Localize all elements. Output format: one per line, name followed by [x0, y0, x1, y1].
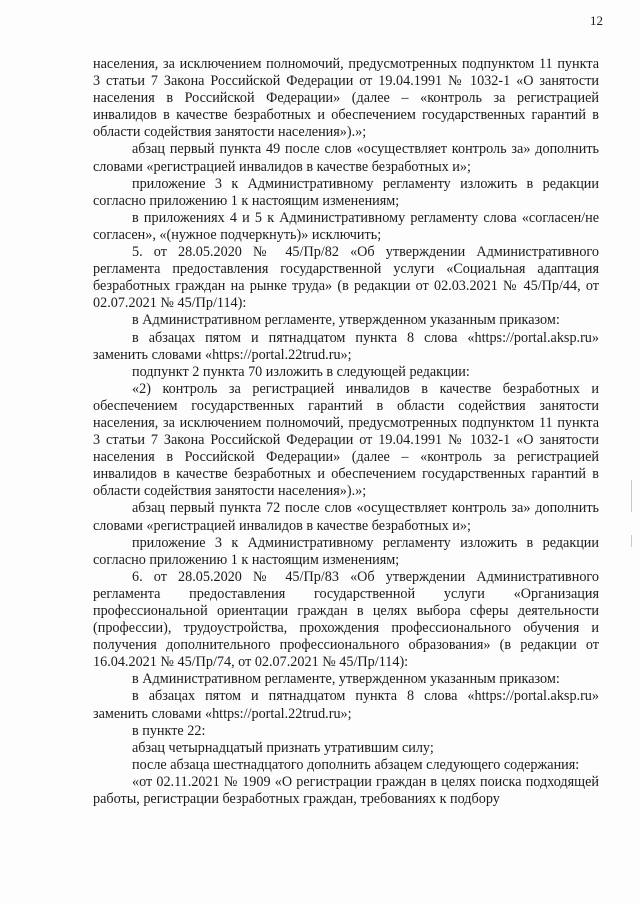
paragraph: приложение 3 к Административному регламенту изложить в редакции согласно приложению 1 к настоящим изменениям; — [93, 534, 599, 568]
page-number: 12 — [590, 13, 603, 28]
document-body — [93, 56, 599, 808]
paragraph: в абзацах пятом и пятнадцатом пункта 8 слова «https://portal.aksp.ru» заменить словами «https://portal.22trud.ru»; — [93, 688, 599, 722]
paragraph: «2) контроль за регистрацией инвалидов в качестве безработных и обеспечением государственных гарантий в области содействия занятости населения, за исключением полномочий, предусмотренных подпунктом 11 пункта 3 статьи 7 Закона Российской Федерации от 19.04.1991 № 1032-1 «О занятости населения в Российской Федерации» (далее – «контроль за регистрацией инвалидов в качестве безработных и обеспечением государственных гарантий в области содействия занятости населения»).»; — [93, 380, 599, 500]
paragraph: после абзаца шестнадцатого дополнить абзацем следующего содержания: — [132, 756, 580, 773]
paragraph: населения, за исключением полномочий, предусмотренных подпунктом 11 пункта 3 статьи 7 Закона Российской Федерации от 19.04.1991 № 1032-1 «О занятости населения в Российской Федерации» (далее – «контроль за регистрацией инвалидов в качестве безработных и обеспечением государственных гарантий в области содействия занятости населения»).»; — [93, 56, 599, 141]
paragraph: «от 02.11.2021 № 1909 «О регистрации граждан в целях поиска подходящей работы, регистрации безработных граждан, требованиях к подбору — [93, 773, 599, 808]
paragraph: абзац четырнадцатый признать утратившим силу; — [132, 739, 434, 756]
paragraph: в Административном регламенте, утвержденном указанным приказом: — [132, 671, 560, 688]
paragraph: подпункт 2 пункта 70 изложить в следующей редакции: — [132, 363, 470, 380]
paragraph: в пункте 22: — [132, 722, 206, 739]
paragraph: 6. от 28.05.2020 № 45/Пр/83 «Об утверждении Административного регламента предоставления государственной услуги «Организация профессиональной ориентации граждан в целях выбора сферы деятельности (профессии), трудоустройства, прохождения профессионального обучения и получения дополнительного профессионального образования» (в редакции от 16.04.2021 № 45/Пр/74, от 02.07.2021 № 45/Пр/114): — [93, 568, 599, 671]
paragraph: в Административном регламенте, утвержденном указанным приказом: — [132, 312, 560, 329]
paragraph: приложение 3 к Административному регламенту изложить в редакции согласно приложению 1 к настоящим изменениям; — [93, 175, 599, 209]
scan-edge-mark — [631, 535, 632, 547]
paragraph: в приложениях 4 и 5 к Административному регламенту слова «согласен/не согласен», «(нужное подчеркнуть)» исключить; — [93, 209, 599, 243]
scan-edge-mark — [631, 480, 632, 512]
paragraph: в абзацах пятом и пятнадцатом пункта 8 слова «https://portal.aksp.ru» заменить словами «https://portal.22trud.ru»; — [93, 329, 599, 363]
paragraph: абзац первый пункта 49 после слов «осуществляет контроль за» дополнить словами «регистрацией инвалидов в качестве безработных и»; — [93, 141, 599, 175]
paragraph: 5. от 28.05.2020 № 45/Пр/82 «Об утверждении Административного регламента предоставления государственной услуги «Социальная адаптация безработных граждан на рынке труда» (в редакции от 02.03.2021 № 45/Пр/44, от 02.07.2021 № 45/Пр/114): — [93, 244, 599, 312]
paragraph: абзац первый пункта 72 после слов «осуществляет контроль за» дополнить словами «регистрацией инвалидов в качестве безработных и»; — [93, 500, 599, 534]
